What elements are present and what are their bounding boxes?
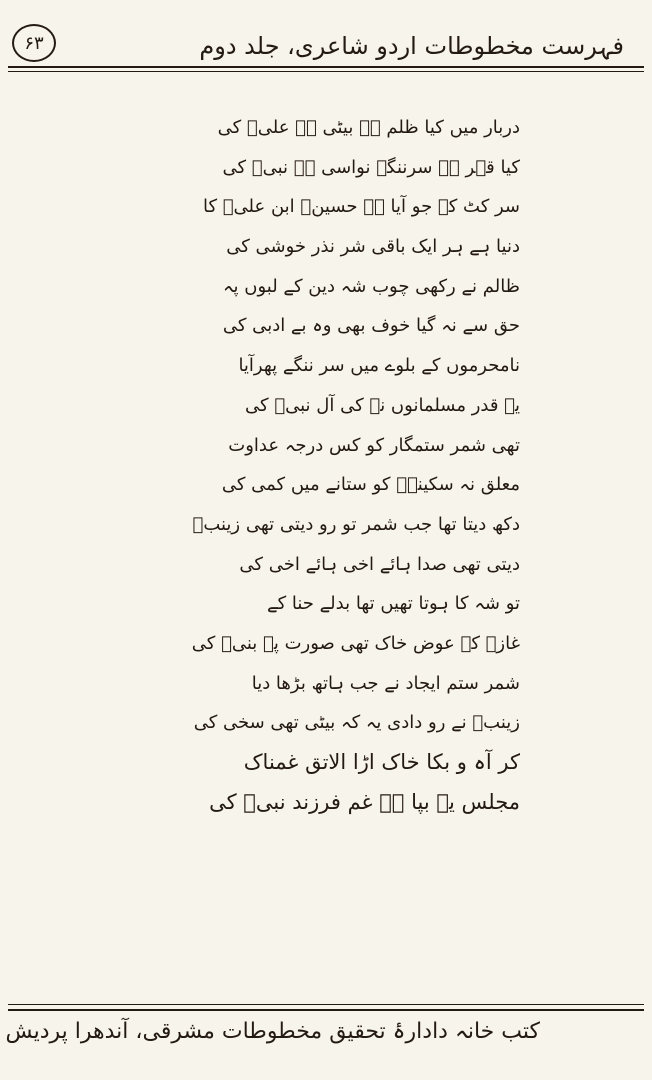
header-rule-bottom	[8, 71, 644, 72]
verse-line: تو شہ کا ہوتا تھیں تھا بدلے حنا کے	[267, 593, 520, 615]
verse-line: کر آہ و بکا خاک اڑا الاتق غمناک	[243, 750, 520, 774]
verse-line: دکھ دیتا تھا جب شمر تو رو دیتی تھی زینبؑ	[192, 513, 520, 535]
verse-line: معلق نہ سکینہؑ کو ستانے میں کمی کی	[221, 474, 520, 496]
verse-line: دربار میں کیا ظلم ہے بیٹی ہے علیؑ کی	[217, 117, 520, 138]
verse-line: حق سے نہ گیا خوف بھی وہ بے ادبی کی	[222, 315, 520, 337]
verse-line: ظالم نے رکھی چوب شہ دین کے لبوں پہ	[223, 275, 520, 297]
verse-line: دیتی تھی صدا ہائے اخی ہائے اخی کی	[239, 553, 520, 575]
page-number-badge	[12, 24, 56, 62]
page-title: فہرست مخطوطات اردو شاعری، جلد دوم	[199, 32, 624, 60]
verse-line: زینبؑ نے رو دادی یہ کہ بیٹی تھی سخی کی	[193, 712, 520, 734]
verse-list	[100, 108, 520, 822]
footer-rule-top	[8, 1004, 644, 1005]
verse-line: کیا قہر ہے سرننگے نواسی ہے نبیؐ کی	[222, 156, 520, 178]
verse-line: دنیا ہے ہر ایک باقی شر نذر خوشی کی	[226, 236, 520, 258]
verse-line: مجلس یہ بپا ہے غم فرزند نبیؐ کی	[209, 789, 520, 814]
verse-line: نامحرموں کے بلوے میں سر ننگے پھرآیا	[238, 355, 520, 377]
verse-line: غازہ کے عوض خاک تھی صورت پہ بنیؑ کی	[191, 632, 520, 654]
page-number: ۶۳	[24, 32, 44, 54]
verse-line: تھی شمر ستمگار کو کس درجہ عداوت	[228, 434, 520, 456]
verse-line: یہ قدر مسلمانوں نے کی آل نبیؐ کی	[245, 394, 520, 416]
footer-text: کتب خانہ دادارۂ تحقیق مخطوطات مشرقی، آندھرا پردیش	[5, 1019, 540, 1044]
header-rule-top	[8, 66, 644, 68]
verse-line: سر کٹ کے جو آیا ہے حسینؑ ابن علیؑ کا	[202, 196, 520, 218]
verse-line: شمر ستم ایجاد نے جب ہاتھ بڑھا دیا	[251, 672, 520, 694]
